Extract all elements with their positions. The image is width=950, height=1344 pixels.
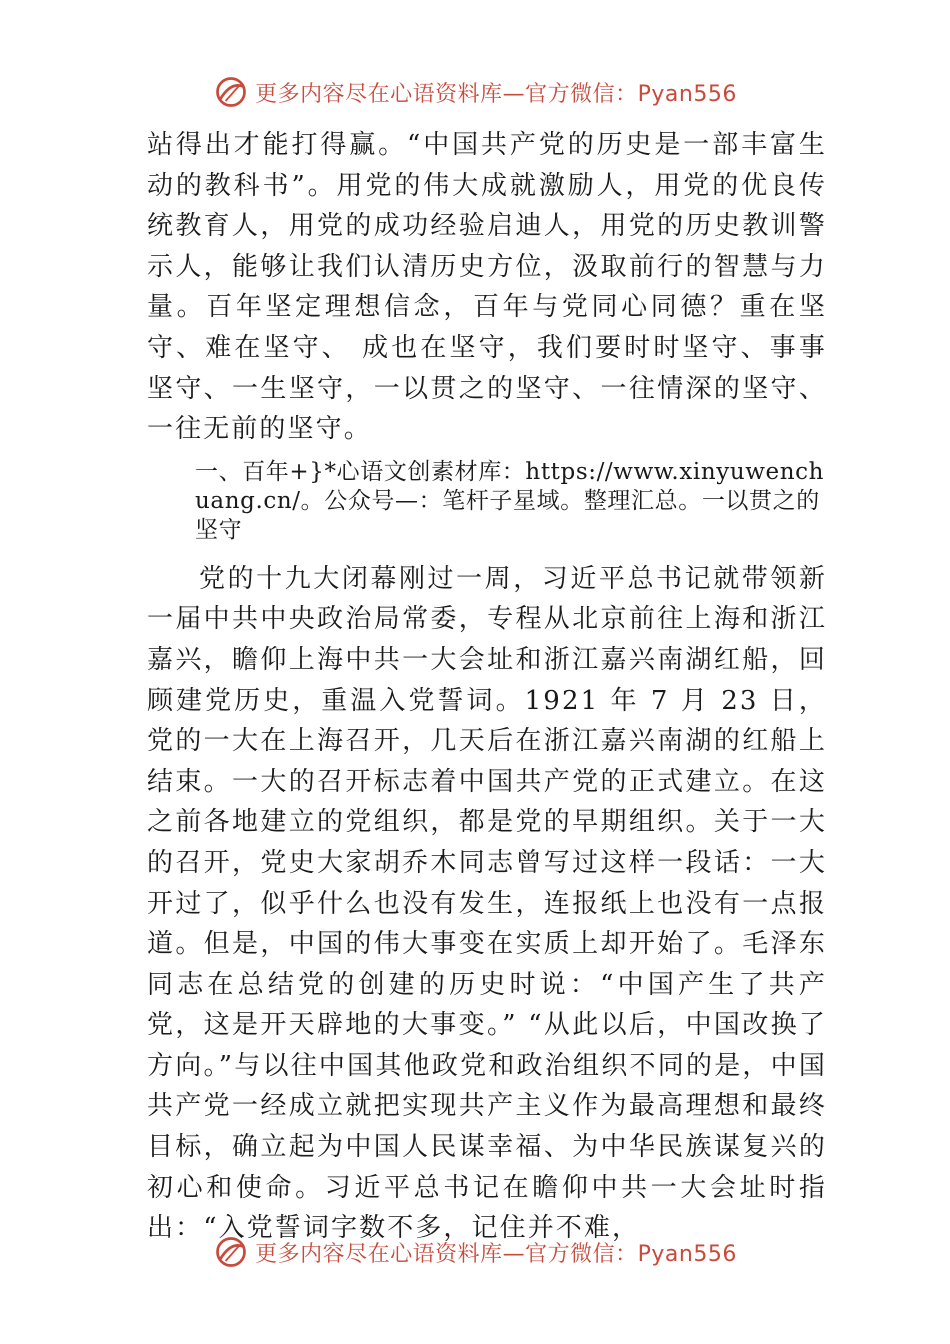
paragraph-1: 站得出才能打得赢。“中国共产党的历史是一部丰富生动的教科书”。用党的伟大成就激励人，用党的优良传统教育人，用党的成功经验启迪人，用党的历史教训警示人，能够让我们认清历史方位，汲取前行的智慧与力量。百年坚定理想信念，百年与党同心同德？重在坚守、难在坚守、 成也在坚守，我们要时时坚守、事事坚守、一生坚守，一以贯之的坚守、一往情深的坚守、一往无前的坚守。 (147, 130, 827, 445)
section-heading: 一、百年+}*心语文创素材库：https://www.xinyuwenchuang.cn/。公众号—：笔杆子星域。整理汇总。一以贯之的坚守 (195, 458, 825, 543)
footer-watermark-banner (0, 1230, 950, 1274)
watermark-text: 更多内容尽在心语资料库—官方微信：Pyan556 (255, 81, 737, 107)
header-watermark-banner (0, 70, 950, 114)
watermark-text: 更多内容尽在心语资料库—官方微信：Pyan556 (255, 1241, 737, 1267)
document-body (147, 125, 827, 1249)
paragraph-2: 党的十九大闭幕刚过一周，习近平总书记就带领新一届中共中央政治局常委，专程从北京前往上海和浙江嘉兴，瞻仰上海中共一大会址和浙江嘉兴南湖红船，回顾建党历史，重温入党誓词。1921 年 7 月 23 日，党的一大在上海召开，几天后在浙江嘉兴南湖的红船上结束。一大的召开标志着中国共产党的正式建立。在这之前各地建立的党组织，都是党的早期组织。关于一大的召开，党史大家胡乔木同志曾写过这样一段话：一大开过了，似乎什么也没有发生，连报纸上也没有一点报道。但是，中国的伟大事变在实质上却开始了。毛泽东同志在总结党的创建的历史时说：“中国产生了共产党，这是开天辟地的大事变。” “从此以后，中国改换了方向。”与以往中国其他政党和政治组织不同的是，中国共产党一经成立就把实现共产主义作为最高理想和最终目标，确立起为中国人民谋幸福、为中华民族谋复兴的初心和使命。习近平总书记在瞻仰中共一大会址时指出：“入党誓词字数不多，记住并不难， (147, 563, 827, 1244)
seal-logo-icon (213, 74, 249, 110)
seal-logo-icon (213, 1234, 249, 1270)
